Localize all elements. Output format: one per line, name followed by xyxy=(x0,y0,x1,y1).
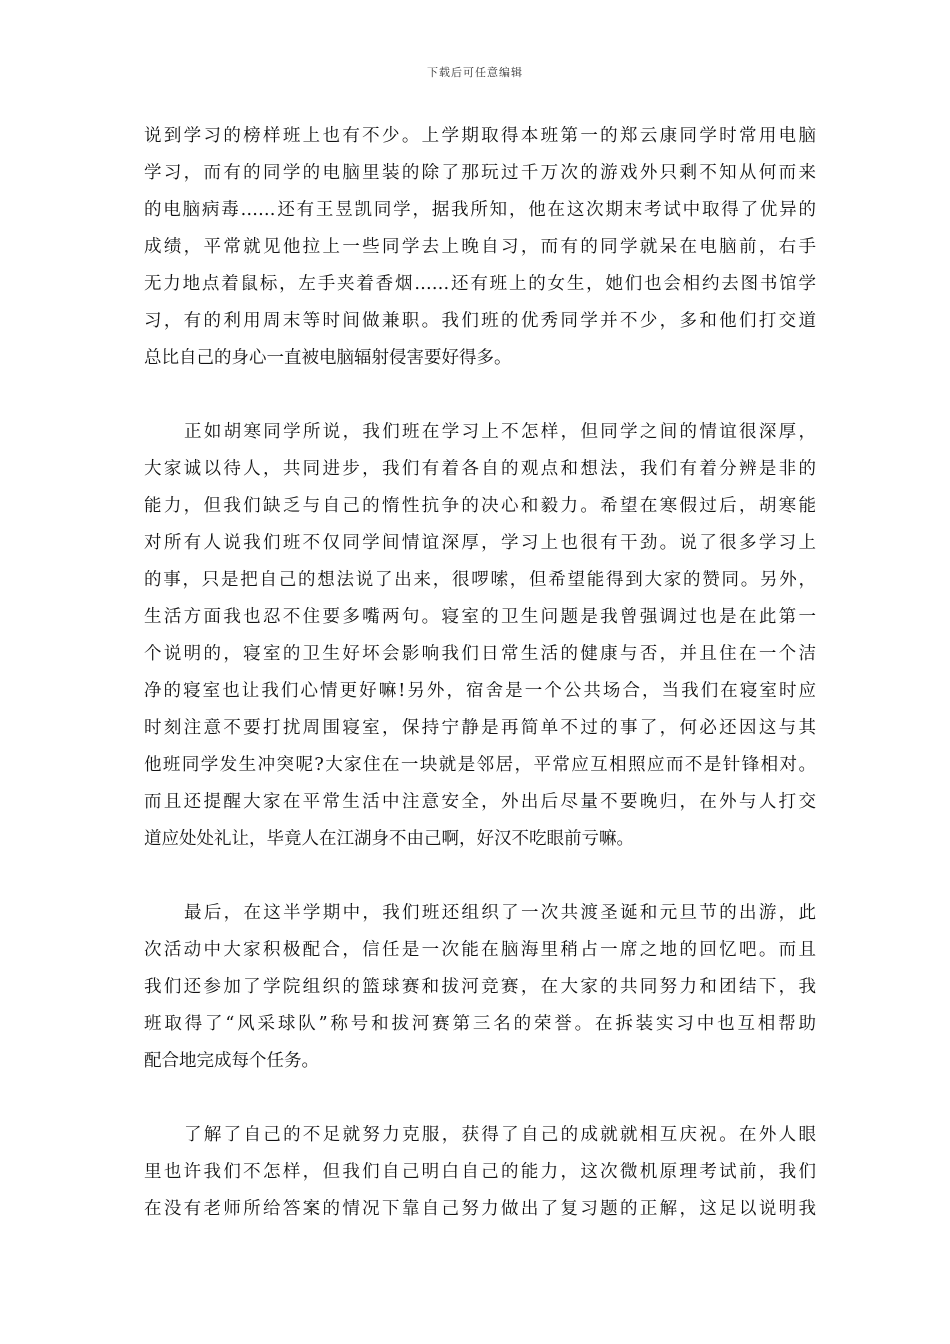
text-line: 的电脑病毒……还有王昱凯同学，据我所知，他在这次期末考试中取得了优异的 xyxy=(144,200,816,220)
text-line: 说到学习的榜样班上也有不少。上学期取得本班第一的郑云康同学时常用电脑 xyxy=(144,126,816,146)
text-line: 的事，只是把自己的想法说了出来，很啰嗦，但希望能得到大家的赞同。另外， xyxy=(144,570,816,590)
text-line: 个说明的，寝室的卫生好坏会影响我们日常生活的健康与否，并且住在一个洁 xyxy=(144,644,816,664)
text-line: 在没有老师所给答案的情况下靠自己努力做出了复习题的正解，这足以说明我 xyxy=(144,1199,816,1219)
text-line: 习，有的利用周末等时间做兼职。我们班的优秀同学并不少，多和他们打交道 xyxy=(144,311,816,331)
text-line: 无力地点着鼠标，左手夹着香烟……还有班上的女生，她们也会相约去图书馆学 xyxy=(144,274,816,294)
text-line: 大家诚以待人，共同进步，我们有着各自的观点和想法，我们有着分辨是非的 xyxy=(144,459,816,479)
text-line: 对所有人说我们班不仅同学间情谊深厚，学习上也很有干劲。说了很多学习上 xyxy=(144,533,816,553)
text-line: 次活动中大家积极配合，信任是一次能在脑海里稍占一席之地的回忆吧。而且 xyxy=(144,940,816,960)
text-line: 生活方面我也忍不住要多嘴两句。寝室的卫生问题是我曾强调过也是在此第一 xyxy=(144,607,816,627)
text-line: 班取得了“风采球队”称号和拔河赛第三名的荣誉。在拆装实习中也互相帮助 xyxy=(144,1014,816,1034)
paragraph xyxy=(144,895,816,1080)
text-line: 道应处处礼让，毕竟人在江湖身不由己啊，好汉不吃眼前亏嘛。 xyxy=(144,829,634,849)
text-line: 里也许我们不怎样，但我们自己明白自己的能力，这次微机原理考试前，我们 xyxy=(144,1162,816,1182)
text-line: 配合地完成每个任务。 xyxy=(144,1051,319,1071)
paragraph xyxy=(144,1117,816,1228)
page-header: 下载后可任意编辑 xyxy=(427,66,523,79)
text-line: 最后，在这半学期中，我们班还组织了一次共渡圣诞和元旦节的出游，此 xyxy=(184,903,816,923)
text-line: 我们还参加了学院组织的篮球赛和拔河竞赛，在大家的共同努力和团结下，我 xyxy=(144,977,816,997)
text-line: 净的寝室也让我们心情更好嘛!另外，宿舍是一个公共场合，当我们在寝室时应 xyxy=(144,681,816,701)
text-line: 他班同学发生冲突呢?大家住在一块就是邻居，平常应互相照应而不是针锋相对。 xyxy=(144,755,816,775)
text-line: 时刻注意不要打扰周围寝室，保持宁静是再简单不过的事了，何必还因这与其 xyxy=(144,718,816,738)
text-line: 学习，而有的同学的电脑里装的除了那玩过千万次的游戏外只剩不知从何而来 xyxy=(144,163,816,183)
document-body xyxy=(144,118,816,1265)
text-line: 成绩，平常就见他拉上一些同学去上晚自习，而有的同学就呆在电脑前，右手 xyxy=(144,237,816,257)
text-line: 能力，但我们缺乏与自己的惰性抗争的决心和毅力。希望在寒假过后，胡寒能 xyxy=(144,496,816,516)
text-line: 了解了自己的不足就努力克服，获得了自己的成就就相互庆祝。在外人眼 xyxy=(184,1125,816,1145)
paragraph xyxy=(144,414,816,858)
text-line: 正如胡寒同学所说，我们班在学习上不怎样，但同学之间的情谊很深厚， xyxy=(184,422,816,442)
paragraph xyxy=(144,118,816,377)
text-line: 总比自己的身心一直被电脑辐射侵害要好得多。 xyxy=(144,348,512,368)
text-line: 而且还提醒大家在平常生活中注意安全，外出后尽量不要晚归，在外与人打交 xyxy=(144,792,816,812)
